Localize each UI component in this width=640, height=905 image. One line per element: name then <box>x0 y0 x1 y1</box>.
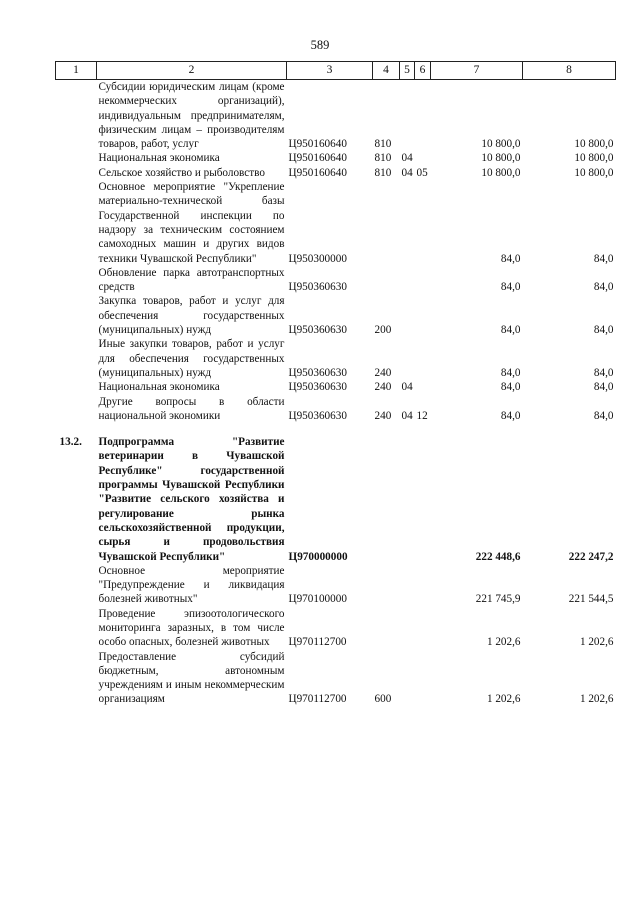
section-code <box>400 266 415 295</box>
section-code <box>400 435 415 564</box>
row-number <box>56 607 97 650</box>
amount-year-2: 84,0 <box>593 252 614 265</box>
row-number <box>56 166 97 180</box>
target-article-code: Ц950360630 <box>288 324 347 337</box>
row-number <box>56 564 97 607</box>
section-code: 04 <box>401 381 413 394</box>
table-row <box>56 294 616 337</box>
subsection-code: 05 <box>416 166 428 179</box>
amount-year-2: 84,0 <box>593 381 614 394</box>
row-name-text: Проведение эпизоотологического мониторинга заразных, в том числе особо опасных, болезней животных <box>98 607 285 649</box>
amount-year-2: 10 800,0 <box>574 152 614 165</box>
row-name <box>97 180 287 266</box>
page-number: 589 <box>310 38 330 52</box>
table-row <box>56 564 616 607</box>
amount-year-2: 221 544,5 <box>568 593 614 606</box>
section-code <box>400 564 415 607</box>
target-article-code: Ц950360630 <box>288 381 347 394</box>
table-row <box>56 80 616 152</box>
row-number <box>56 266 97 295</box>
amount-year-2: 1 202,6 <box>579 693 614 706</box>
row-name-text: Другие вопросы в области национальной экономики <box>98 395 285 422</box>
amount-year-2: 222 247,2 <box>568 550 614 563</box>
amount-year-1: 84,0 <box>500 366 521 379</box>
section-code <box>400 607 415 650</box>
amount-year-2: 1 202,6 <box>579 636 614 649</box>
target-article-code: Ц950300000 <box>288 252 347 265</box>
table-row <box>56 380 616 394</box>
table-row <box>56 395 616 424</box>
expense-type-code: 810 <box>374 138 392 151</box>
subsection-code <box>415 564 431 607</box>
amount-year-1: 10 800,0 <box>481 152 521 165</box>
expense-type-code <box>373 435 400 564</box>
row-name-text: Субсидии юридическим лицам (кроме некоммерческих организаций), индивидуальным предпринимателям, физическим лицам – производителям товаров, работ, услуг <box>98 81 285 151</box>
row-name-text: Предоставление субсидий бюджетным, автономным учреждениям и иным некоммерческим организациям <box>98 650 285 706</box>
subsection-code <box>415 337 431 380</box>
row-name <box>97 294 287 337</box>
table-row <box>56 180 616 266</box>
subsection-code <box>415 380 431 394</box>
section-code <box>400 650 415 707</box>
spacer-cell <box>56 423 616 435</box>
table-row <box>56 151 616 165</box>
target-article-code: Ц950360630 <box>288 409 347 422</box>
section-code: 04 <box>401 166 413 179</box>
amount-year-2: 84,0 <box>593 324 614 337</box>
expense-type-code: 200 <box>374 324 392 337</box>
row-name <box>97 151 287 165</box>
amount-year-1: 84,0 <box>500 381 521 394</box>
subsection-code <box>415 435 431 564</box>
amount-year-1: 221 745,9 <box>475 593 521 606</box>
expense-type-code <box>373 266 400 295</box>
amount-year-2: 84,0 <box>593 366 614 379</box>
row-name-text: Национальная экономика <box>98 381 220 394</box>
target-article-code: Ц950360630 <box>288 366 347 379</box>
row-name <box>97 435 287 564</box>
expense-type-code: 810 <box>374 166 392 179</box>
table-row <box>56 266 616 295</box>
row-name <box>97 166 287 180</box>
subsection-code <box>415 80 431 152</box>
row-number <box>56 294 97 337</box>
row-number <box>56 380 97 394</box>
amount-year-1: 1 202,6 <box>486 636 521 649</box>
section-code: 04 <box>401 409 413 422</box>
section-code <box>400 80 415 152</box>
row-number <box>56 395 97 424</box>
target-article-code: Ц950360630 <box>288 281 347 294</box>
table-row <box>56 650 616 707</box>
row-name <box>97 337 287 380</box>
row-number <box>56 337 97 380</box>
expense-type-code <box>373 180 400 266</box>
row-name <box>97 564 287 607</box>
subsection-code <box>415 607 431 650</box>
row-name-text: Основное мероприятие "Укрепление материально-технической базы Государственной инспекции по надзору за техническим состоянием самоходных машин и других видов техники Чувашской Республики" <box>98 181 285 265</box>
column-number-header <box>56 62 616 80</box>
header-cell: 7 <box>431 62 523 80</box>
expense-type-code: 240 <box>374 409 392 422</box>
row-number: 13.2. <box>59 436 82 449</box>
table-row <box>56 607 616 650</box>
row-name <box>97 80 287 152</box>
row-name <box>97 380 287 394</box>
subsection-code <box>415 151 431 165</box>
header-cell: 8 <box>523 62 616 80</box>
table-body <box>56 80 616 707</box>
target-article-code: Ц970112700 <box>288 636 347 649</box>
section-code <box>400 337 415 380</box>
amount-year-2: 10 800,0 <box>574 138 614 151</box>
target-article-code: Ц950160640 <box>288 166 347 179</box>
section-code <box>400 180 415 266</box>
row-name-text: Подпрограмма "Развитие ветеринарии в Чувашской Республике" государственной программы Чувашской Республики "Развитие сельского хозяйства и регулирование рынка сельскохозяйственной продукции, сырья и продовольствия Чувашской Республики" <box>98 436 285 563</box>
row-name <box>97 266 287 295</box>
row-name <box>97 395 287 424</box>
amount-year-1: 84,0 <box>500 324 521 337</box>
row-number <box>56 80 97 152</box>
table-row <box>56 435 616 564</box>
row-name-text: Национальная экономика <box>98 152 220 165</box>
header-cell: 5 <box>400 62 415 80</box>
expense-type-code <box>373 564 400 607</box>
amount-year-1: 1 202,6 <box>486 693 521 706</box>
amount-year-1: 10 800,0 <box>481 166 521 179</box>
row-name-text: Основное мероприятие "Предупреждение и ликвидация болезней животных" <box>98 564 285 606</box>
budget-table <box>55 61 616 707</box>
header-cell: 2 <box>97 62 287 80</box>
subsection-code <box>415 294 431 337</box>
subsection-code: 12 <box>416 409 428 422</box>
header-cell: 4 <box>373 62 400 80</box>
amount-year-2: 84,0 <box>593 281 614 294</box>
expense-type-code: 600 <box>374 693 392 706</box>
amount-year-1: 10 800,0 <box>481 138 521 151</box>
table-row <box>56 337 616 380</box>
spacer-row <box>56 423 616 435</box>
target-article-code: Ц970100000 <box>288 593 347 606</box>
row-name <box>97 650 287 707</box>
row-name-text: Обновление парка автотранспортных средств <box>98 266 285 294</box>
expense-type-code: 810 <box>374 152 392 165</box>
amount-year-1: 84,0 <box>500 281 521 294</box>
amount-year-1: 84,0 <box>500 252 521 265</box>
row-name-text: Закупка товаров, работ и услуг для обеспечения государственных (муниципальных) нужд <box>98 295 285 337</box>
amount-year-2: 84,0 <box>593 409 614 422</box>
target-article-code: Ц970112700 <box>288 693 347 706</box>
row-name <box>97 607 287 650</box>
target-article-code: Ц950160640 <box>288 138 347 151</box>
table-row <box>56 166 616 180</box>
header-cell: 1 <box>56 62 97 80</box>
header-cell: 3 <box>287 62 373 80</box>
subsection-code <box>415 266 431 295</box>
row-number <box>56 180 97 266</box>
expense-type-code: 240 <box>374 381 392 394</box>
section-code <box>400 294 415 337</box>
subsection-code <box>415 180 431 266</box>
section-code: 04 <box>401 152 413 165</box>
subsection-code <box>415 650 431 707</box>
expense-type-code <box>373 607 400 650</box>
target-article-code: Ц950160640 <box>288 152 347 165</box>
amount-year-1: 84,0 <box>500 409 521 422</box>
target-article-code: Ц970000000 <box>288 550 348 563</box>
header-cell: 6 <box>415 62 431 80</box>
amount-year-1: 222 448,6 <box>475 550 521 563</box>
row-number <box>56 650 97 707</box>
amount-year-2: 10 800,0 <box>574 166 614 179</box>
row-name-text: Иные закупки товаров, работ и услуг для обеспечения государственных (муниципальных) нужд <box>98 338 285 379</box>
row-number <box>56 151 97 165</box>
expense-type-code: 240 <box>374 366 392 379</box>
row-name-text: Сельское хозяйство и рыболовство <box>98 166 265 179</box>
